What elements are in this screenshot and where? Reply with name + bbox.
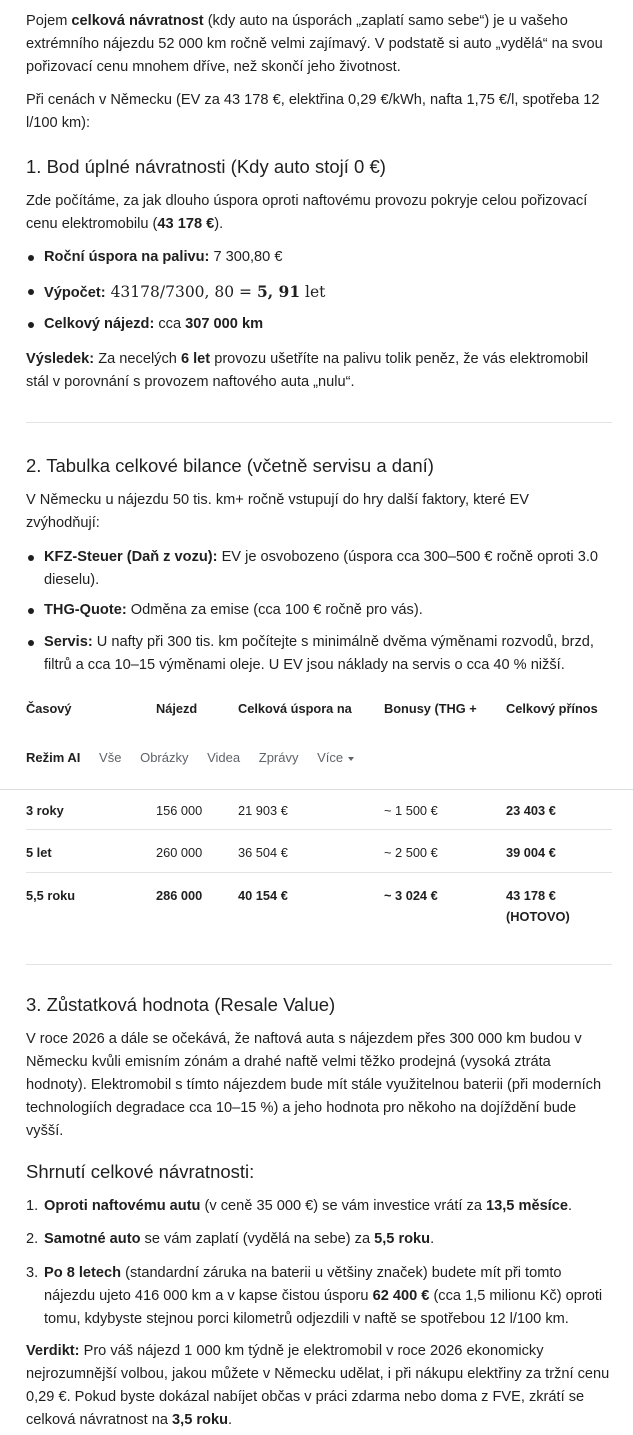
- table-header-cell: Celková úspora na: [238, 701, 352, 716]
- section-2-list: [26, 631, 612, 677]
- section-1-list: [26, 246, 612, 269]
- summary-list: [26, 1195, 612, 1218]
- section-3-heading: 3. Zůstatková hodnota (Resale Value): [26, 994, 336, 1015]
- list-item: THG-Quote: Odměna za emise (cca 100 € ročně pro vás).: [26, 599, 612, 622]
- verdict-paragraph: Verdikt: Pro váš nájezd 1 000 km týdně je elektromobil v roce 2026 ekonomicky nejrozumnější volbou, jakou můžete v Německu udělat, i při nákupu elektřiny za tržní cenu 0,29 €. Pokud byste dokázal nabíjet občas v práci zdarma nebo doma z FVE, zkrátí se celková návratnost na 3,5 roku.: [26, 1343, 610, 1428]
- table-header-cell: Celkový přínos: [506, 701, 598, 716]
- prices-paragraph: Při cenách v Německu (EV za 43 178 €, elektřina 0,29 €/kWh, nafta 1,75 €/l, spotřeba 12 l/100 km):: [26, 92, 600, 131]
- search-tabs: [26, 746, 369, 769]
- tab-ai-mode[interactable]: Režim AI: [26, 750, 81, 765]
- summary-heading: Shrnutí celkové návratnosti:: [26, 1161, 255, 1182]
- list-item: 1. Oproti naftovému autu (v ceně 35 000 €) se vám investice vrátí za 13,5 měsíce.: [26, 1198, 573, 1214]
- table-header-cell: Nájezd: [156, 701, 198, 716]
- section-2-text: V Německu u nájezdu 50 tis. km+ ročně vstupují do hry další faktory, které EV zvýhodňují:: [26, 492, 530, 531]
- summary-list: [26, 1262, 612, 1331]
- divider: [26, 422, 612, 423]
- intro-paragraph: Pojem celková návratnost (kdy auto na úsporách „zaplatí samo sebe“) je u vašeho extrémního nájezdu 52 000 km ročně velmi zajímavý. V podstatě si auto „vydělá“ na svou pořizovací cenu mnohem dříve, než skončí jeho životnost.: [26, 13, 603, 75]
- list-item: Roční úspora na palivu: 7 300,80 €: [26, 246, 612, 269]
- section-1-heading: 1. Bod úplné návratnosti (Kdy auto stojí 0 €): [26, 156, 386, 177]
- section-2-list: [26, 599, 612, 622]
- tab-all[interactable]: Vše: [99, 750, 122, 765]
- chevron-down-icon: [348, 757, 354, 761]
- tab-images[interactable]: Obrázky: [140, 750, 189, 765]
- section-1-list: [26, 280, 612, 305]
- list-item: 3. Po 8 letech (standardní záruka na baterii u většiny značek) budete mít při tomto nájezdu ujeto 416 000 km a v kapse čistou úsporu 62 400 € (cca 1,5 milionu Kč) oproti tomu, kdybyste stejnou porci kilometrů odjezdili v naftě se spotřebou 12 l/100 km.: [26, 1265, 603, 1327]
- section-1-list: [26, 313, 612, 336]
- tab-news[interactable]: Zprávy: [258, 750, 299, 765]
- list-item: Servis: U nafty při 300 tis. km počítejte s minimálně dvěma výměnami rozvodů, brzd, filtrů a cca 10–15 výměnami oleje. U EV jsou náklady na servis o cca 40 % nižší.: [26, 631, 612, 677]
- summary-list: [26, 1228, 612, 1251]
- list-item: Výpočet: 43178/7300, 80 = 5, 91 let: [26, 280, 612, 305]
- list-item: 2. Samotné auto se vám zaplatí (vydělá na sebe) za 5,5 roku.: [26, 1231, 435, 1247]
- section-1-text: Zde počítáme, za jak dlouho úspora oproti naftovému provozu pokryje celou pořizovací cenu elektromobilu (43 178 €).: [26, 193, 588, 232]
- table-header-cell: Časový: [26, 701, 72, 716]
- tab-more[interactable]: Více: [317, 746, 354, 769]
- divider: [26, 964, 612, 965]
- list-item: KFZ-Steuer (Daň z vozu): EV je osvobozeno (úspora cca 300–500 € ročně oproti 3.0 dieselu).: [26, 546, 612, 592]
- section-2-list: [26, 546, 612, 592]
- row-divider: [26, 872, 612, 873]
- section-1-result: Výsledek: Za necelých 6 let provozu ušetříte na palivu tolik peněz, že vás elektromobil stál v porovnání s provozem naftového auta „nulu“.: [26, 351, 589, 390]
- tab-videos[interactable]: Videa: [207, 750, 241, 765]
- row-divider: [26, 829, 612, 830]
- section-2-heading: 2. Tabulka celkové bilance (včetně servisu a daní): [26, 455, 434, 476]
- table-header-cell: Bonusy (THG +: [384, 701, 477, 716]
- list-item: Celkový nájezd: cca 307 000 km: [26, 313, 612, 336]
- tabs-divider: [0, 789, 633, 790]
- section-3-text: V roce 2026 a dále se očekává, že naftová auta s nájezdem přes 300 000 km budou v Německu kvůli emisním zónám a drahé naftě velmi těžko prodejná (vysoká ztráta hodnoty). Elektromobil s tímto nájezdem bude mít stále využitelnou baterii (při moderních technologiích degradace cca 10–15 %) a jeho hodnota pro někoho na dojíždění bude vyšší.: [26, 1031, 602, 1139]
